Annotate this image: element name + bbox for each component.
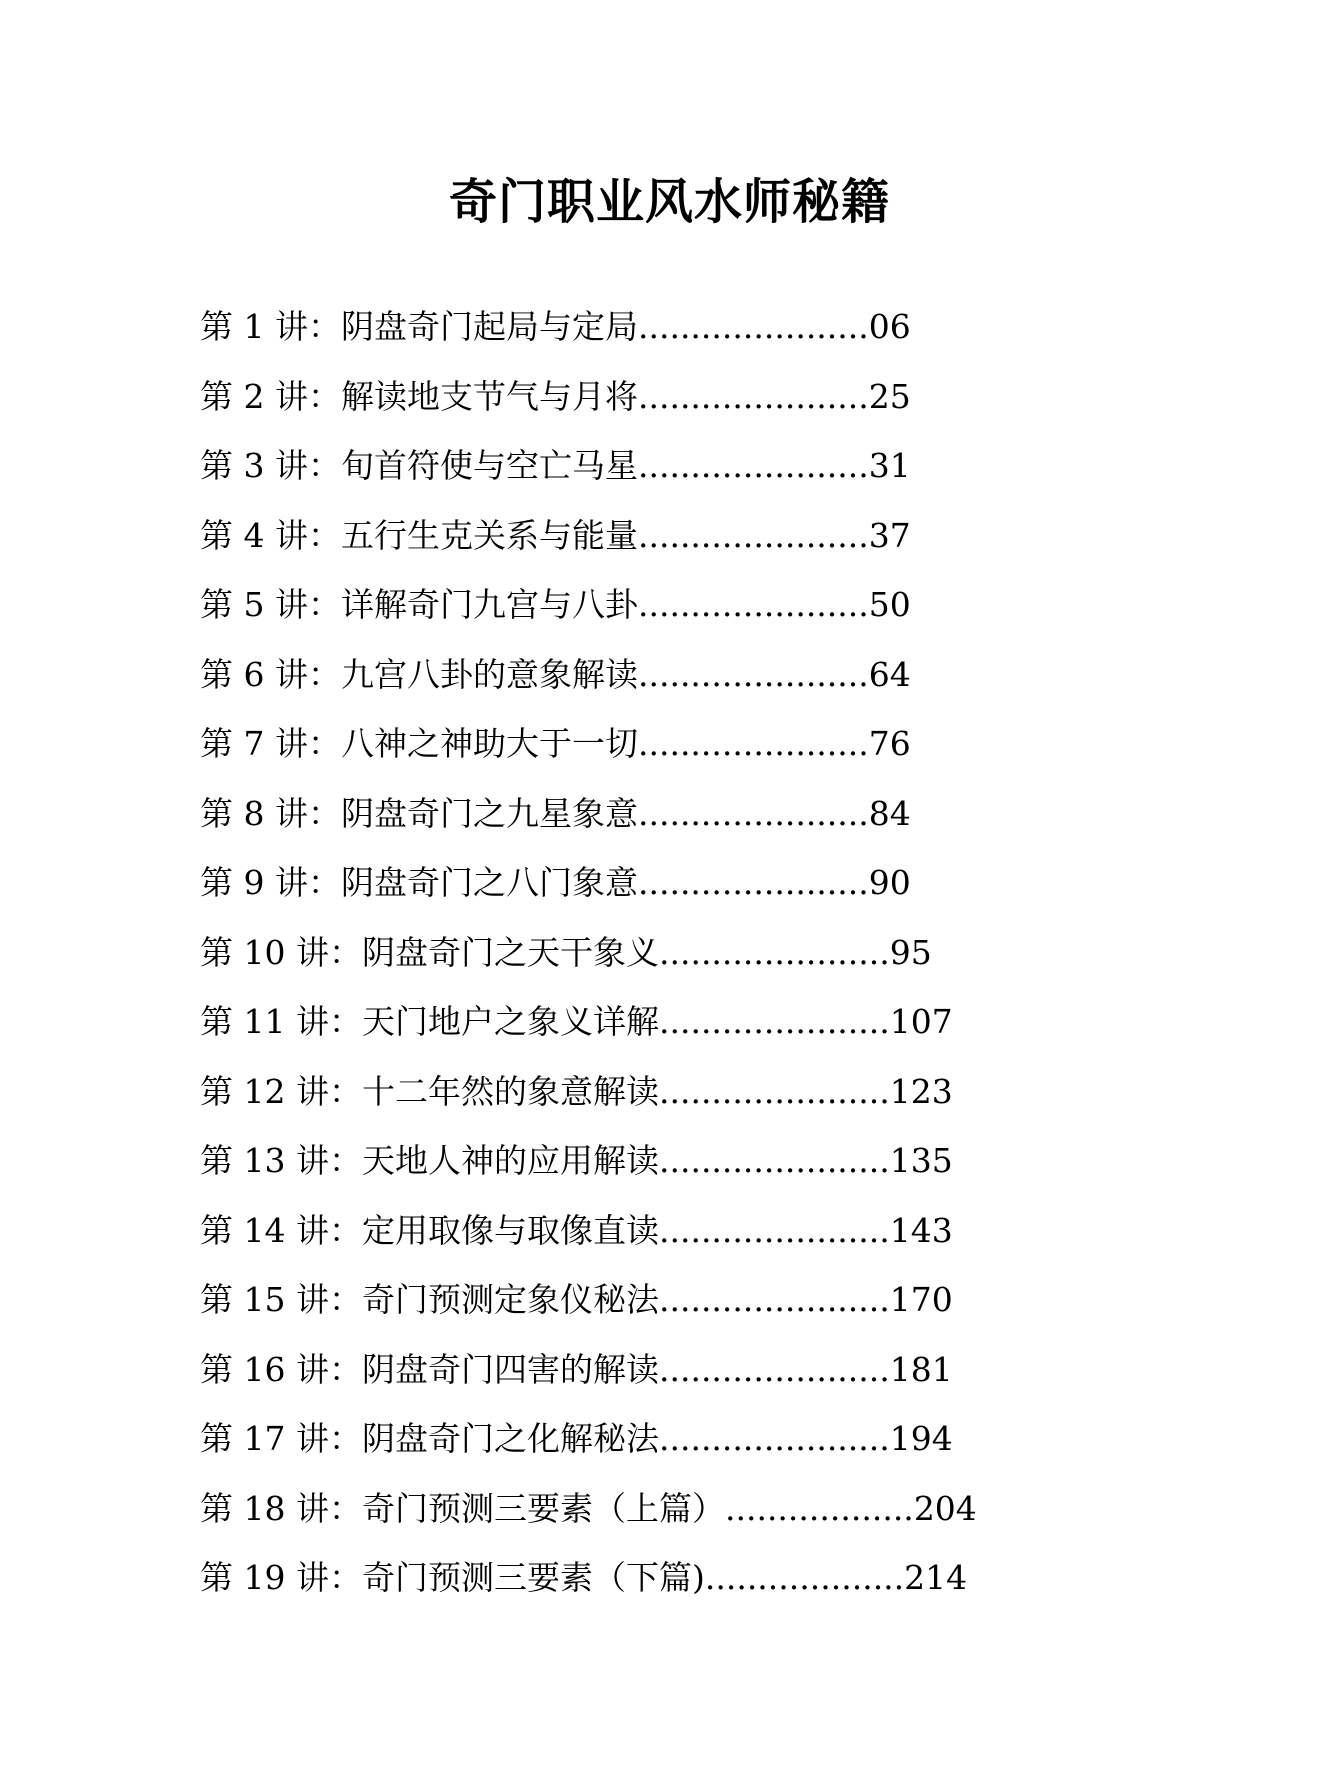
toc-entry-page: 204 xyxy=(913,1488,977,1528)
toc-entry-title: 阴盘奇门之九星象意 xyxy=(340,793,638,833)
toc-entry-leader: ...................... xyxy=(637,515,869,555)
toc-entry[interactable] xyxy=(200,1057,1200,1127)
toc-entry-title: 阴盘奇门四害的解读 xyxy=(361,1349,659,1389)
toc-entry-page: 37 xyxy=(868,515,911,555)
toc-entry-leader: ................... xyxy=(704,1558,905,1597)
toc-entry-leader: ...................... xyxy=(658,1071,890,1111)
toc-entry-leader: ...................... xyxy=(658,1141,890,1180)
toc-entry-page: 50 xyxy=(868,585,911,624)
toc-entry-page: 84 xyxy=(868,793,911,833)
toc-entry-page: 31 xyxy=(868,446,911,485)
toc-entry[interactable] xyxy=(200,918,1200,988)
toc-entry-leader: ...................... xyxy=(637,307,869,346)
toc-entry[interactable] xyxy=(200,1335,1200,1405)
toc-entry-leader: ...................... xyxy=(658,1419,890,1458)
toc-entry-leader: ...................... xyxy=(658,1002,890,1041)
toc-entry-title: 阴盘奇门之八门象意 xyxy=(340,863,638,902)
toc-entry[interactable] xyxy=(200,501,1200,571)
toc-entry-page: 76 xyxy=(868,724,911,763)
toc-entry-leader: ...................... xyxy=(637,793,869,833)
toc-entry-number: 第 3 讲： xyxy=(200,446,341,485)
toc-entry-number: 第 10 讲： xyxy=(200,932,362,972)
toc-entry-number: 第 2 讲： xyxy=(200,376,341,416)
toc-entry-leader: ...................... xyxy=(658,1210,890,1250)
toc-entry-leader: ...................... xyxy=(637,863,869,902)
toc-entry-number: 第 4 讲： xyxy=(200,515,341,555)
toc-entry-leader: ...................... xyxy=(658,1349,890,1389)
toc-entry-page: 95 xyxy=(889,932,932,972)
toc-entry-title: 五行生克关系与能量 xyxy=(340,515,638,555)
toc-entry-page: 90 xyxy=(868,863,911,902)
document-title: 奇门职业风水师秘籍 xyxy=(448,174,890,230)
toc-entry[interactable] xyxy=(200,1474,1200,1544)
toc-entry-title: 定用取像与取像直读 xyxy=(361,1210,659,1250)
toc-entry[interactable] xyxy=(200,362,1200,432)
toc-entry-title: 九宫八卦的意象解读 xyxy=(340,654,638,694)
toc-entry-leader: ...................... xyxy=(637,654,869,694)
toc-entry-leader: ...................... xyxy=(658,1280,890,1319)
toc-entry[interactable] xyxy=(200,1265,1200,1335)
toc-entry-page: 181 xyxy=(889,1349,953,1389)
toc-entry-number: 第 19 讲： xyxy=(200,1558,362,1597)
toc-entry-page: 06 xyxy=(868,307,911,346)
toc-entry-title: 奇门预测三要素（下篇) xyxy=(361,1558,705,1597)
toc-entry-number: 第 8 讲： xyxy=(200,793,341,833)
toc-entry-number: 第 1 讲： xyxy=(200,307,341,346)
toc-entry-number: 第 6 讲： xyxy=(200,654,341,694)
toc-entry-title: 八神之神助大于一切 xyxy=(340,724,638,763)
toc-entry-title: 奇门预测三要素（上篇） xyxy=(361,1488,725,1528)
toc-entry-page: 64 xyxy=(868,654,911,694)
toc-entry-page: 135 xyxy=(889,1141,953,1180)
toc-entry-page: 194 xyxy=(889,1419,953,1458)
toc-entry-title: 详解奇门九宫与八卦 xyxy=(340,585,638,624)
toc-entry-number: 第 18 讲： xyxy=(200,1488,362,1528)
toc-entry[interactable] xyxy=(200,1196,1200,1266)
toc-entry-title: 解读地支节气与月将 xyxy=(340,376,638,416)
toc-entry-leader: ...................... xyxy=(637,585,869,624)
toc-entry-leader: .................. xyxy=(724,1488,914,1528)
toc-entry-leader: ...................... xyxy=(637,376,869,416)
toc-entry-number: 第 13 讲： xyxy=(200,1141,362,1180)
toc-entry-page: 214 xyxy=(904,1558,968,1597)
toc-entry-title: 阴盘奇门起局与定局 xyxy=(340,307,638,346)
toc-entry[interactable] xyxy=(200,292,1200,362)
toc-entry-page: 25 xyxy=(868,376,911,416)
toc-entry[interactable] xyxy=(200,779,1200,849)
toc-entry-page: 170 xyxy=(889,1280,953,1319)
toc-entry-number: 第 15 讲： xyxy=(200,1280,362,1319)
toc-entry[interactable] xyxy=(200,709,1200,779)
toc-entry[interactable] xyxy=(200,640,1200,710)
toc-entry[interactable] xyxy=(200,1126,1200,1196)
toc-entry[interactable] xyxy=(200,431,1200,501)
toc-entry-title: 奇门预测定象仪秘法 xyxy=(361,1280,659,1319)
toc-entry-leader: ...................... xyxy=(658,932,890,972)
toc-entry-leader: ...................... xyxy=(637,724,869,763)
table-of-contents xyxy=(200,292,1200,1613)
toc-entry[interactable] xyxy=(200,848,1200,918)
toc-entry-title: 天门地户之象义详解 xyxy=(361,1002,659,1041)
toc-entry[interactable] xyxy=(200,987,1200,1057)
toc-entry-title: 十二年然的象意解读 xyxy=(361,1071,659,1111)
toc-entry[interactable] xyxy=(200,570,1200,640)
toc-entry-title: 阴盘奇门之化解秘法 xyxy=(361,1419,659,1458)
toc-entry-title: 旬首符使与空亡马星 xyxy=(340,446,638,485)
toc-entry-page: 107 xyxy=(889,1002,953,1041)
toc-entry-number: 第 11 讲： xyxy=(200,1002,362,1041)
toc-entry-number: 第 9 讲： xyxy=(200,863,341,902)
toc-entry-number: 第 16 讲： xyxy=(200,1349,362,1389)
toc-entry[interactable] xyxy=(200,1543,1200,1613)
toc-entry-number: 第 5 讲： xyxy=(200,585,341,624)
toc-entry-title: 天地人神的应用解读 xyxy=(361,1141,659,1180)
toc-entry-page: 123 xyxy=(889,1071,953,1111)
toc-entry-number: 第 17 讲： xyxy=(200,1419,362,1458)
toc-entry-leader: ...................... xyxy=(637,446,869,485)
toc-entry-number: 第 14 讲： xyxy=(200,1210,362,1250)
toc-entry-page: 143 xyxy=(889,1210,953,1250)
toc-entry[interactable] xyxy=(200,1404,1200,1474)
toc-entry-number: 第 7 讲： xyxy=(200,724,341,763)
toc-entry-title: 阴盘奇门之天干象义 xyxy=(361,932,659,972)
toc-entry-number: 第 12 讲： xyxy=(200,1071,362,1111)
